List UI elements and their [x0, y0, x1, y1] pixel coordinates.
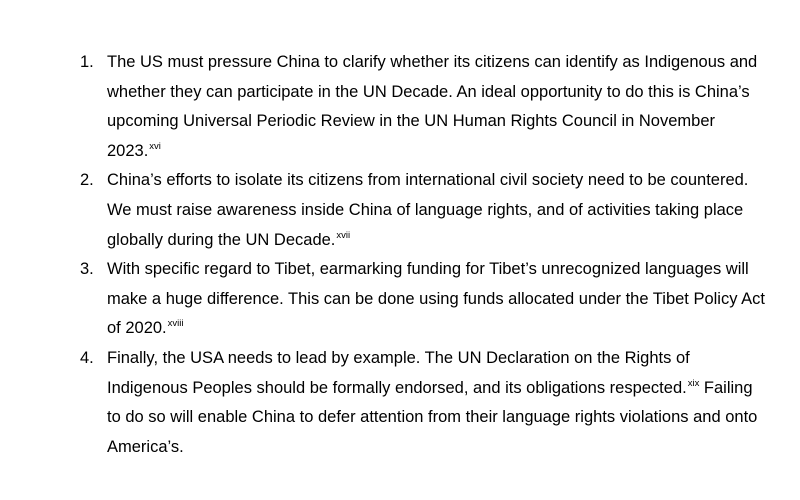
- recommendation-item-3: [80, 255, 770, 344]
- recommendation-item-2: [80, 166, 770, 255]
- recommendations-list: [80, 48, 770, 462]
- endnote-reference[interactable]: xvi: [149, 140, 161, 152]
- recommendation-item-4: [80, 344, 770, 462]
- recommendation-text: Finally, the USA needs to lead by example. The UN Declaration on the Rights of Indigenous Peoples should be formally endorsed, and its obligations respected.: [107, 348, 690, 397]
- recommendation-text: The US must pressure China to clarify whether its citizens can identify as Indigenous and whether they can participate in the UN Decade. An ideal opportunity to do this is China’s upcoming Universal Periodic Review in the UN Human Rights Council in November 2023.: [107, 53, 758, 160]
- endnote-reference[interactable]: xix: [687, 377, 700, 389]
- list-number: 4.: [80, 348, 94, 367]
- recommendation-continuation: Failing to do so will enable China to defer attention from their language rights violations and onto America’s.: [107, 378, 758, 456]
- recommendation-text: China’s efforts to isolate its citizens from international civil society need to be countered. We must raise awareness inside China of language rights, and of activities taking place globally during the UN Decade.: [107, 171, 749, 249]
- list-number: 1.: [80, 53, 94, 71]
- recommendation-item-1: [80, 48, 770, 166]
- endnote-reference[interactable]: xviii: [167, 318, 184, 330]
- endnote-reference[interactable]: xvii: [336, 229, 351, 241]
- list-number: 2.: [80, 171, 94, 190]
- list-number: 3.: [80, 260, 94, 279]
- recommendation-text: With specific regard to Tibet, earmarking funding for Tibet’s unrecognized languages will make a huge difference. This can be done using funds allocated under the Tibet Policy Act of 2020.: [107, 260, 765, 338]
